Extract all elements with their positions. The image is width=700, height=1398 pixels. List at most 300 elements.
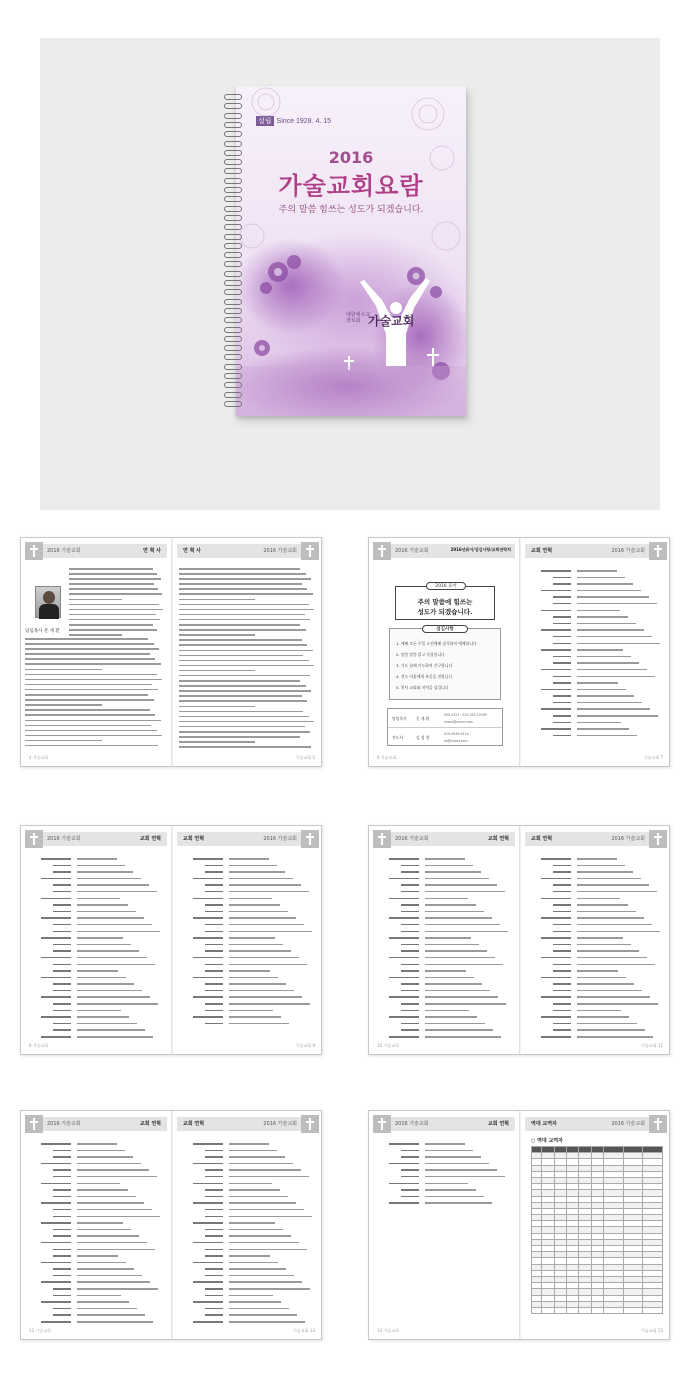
text-line [179,573,306,575]
text-line [179,599,255,601]
timeline-text [77,1242,147,1244]
timeline-date [53,884,71,886]
timeline-date [401,964,419,966]
timeline-text [425,983,482,985]
timeline-text [77,898,120,900]
timeline-text [229,1216,312,1218]
spiral-ring [224,382,242,388]
header-title: 연 혁 사 [183,548,201,554]
timeline-date [53,1255,71,1257]
timeline-text [229,1295,273,1297]
timeline-row [179,1312,317,1319]
spiral-ring [224,178,242,184]
timeline-text [77,884,149,886]
pastors-table [531,1146,663,1314]
page-number: 12 가술교회 [29,1328,51,1333]
timeline-date [389,858,419,860]
timeline-text [77,1222,123,1224]
timeline-row [27,1141,165,1148]
timeline-date [193,1202,223,1204]
church-name: 가술교회 [368,314,415,328]
spiral-binding [224,94,242,410]
timeline-row [27,981,165,988]
timeline-text [229,1268,286,1270]
timeline-date [401,950,419,952]
timeline-date [205,924,223,926]
timeline-text [577,722,621,724]
timeline-date [553,865,571,867]
page-right [173,1111,323,1339]
timeline-date [541,858,571,860]
timeline-text [425,937,471,939]
text-line [25,725,151,727]
table-cell [579,1307,591,1313]
timeline-date [541,957,571,959]
timeline-text [77,1235,139,1237]
timeline-row [375,856,513,863]
page-number: 10 가술교회 [377,1043,399,1048]
timeline-text [577,643,660,645]
timeline-row [27,1293,165,1300]
timeline-row [27,1027,165,1034]
spread-history-1 [20,825,322,1055]
contact-row [388,709,502,728]
timeline-date [553,891,571,893]
spiral-ring [224,271,242,277]
timeline-date [389,977,419,979]
timeline-row [527,1034,665,1041]
timeline-date [553,577,571,579]
timeline-text [229,1169,301,1171]
spiral-ring [224,150,242,156]
timeline-text [577,689,626,691]
timeline-date [553,983,571,985]
text-line [69,634,122,636]
timeline-text [577,616,628,618]
timeline-text [229,858,269,860]
timeline-row [179,1319,317,1326]
timeline-row [375,902,513,909]
timeline-row [375,1161,513,1168]
timeline-row [179,1200,317,1207]
timeline-entries [375,1141,513,1207]
timeline-text [77,871,133,873]
timeline-text [77,1150,125,1152]
spiral-ring [224,113,242,119]
text-line [69,614,156,616]
timeline-text [577,715,658,717]
text-line [69,609,163,611]
timeline-row [27,942,165,949]
timeline-row [527,720,665,727]
timeline-date [53,911,71,913]
timeline-text [229,937,275,939]
timeline-date [553,944,571,946]
text-line [25,709,150,711]
timeline-text [229,898,272,900]
timeline-row [179,882,317,889]
cover-title: 가술교회요람 [278,172,424,200]
timeline-text [229,977,278,979]
timeline-row [27,1247,165,1254]
timeline-date [205,1169,223,1171]
since-label: 설립 [258,118,272,125]
timeline-row [27,1260,165,1267]
timeline-row [179,975,317,982]
text-line [179,726,305,728]
text-line [179,655,303,657]
timeline-text [77,1308,137,1310]
timeline-date [553,735,571,737]
page-right [521,826,671,1054]
timeline-row [179,1233,317,1240]
page-number: 14 가술교회 [377,1328,399,1333]
timeline-date [193,1163,223,1165]
timeline-date [401,1176,419,1178]
timeline-date [53,990,71,992]
timeline-date [193,1222,223,1224]
timeline-text [577,983,634,985]
text-line [179,680,300,682]
timeline-row [179,994,317,1001]
timeline-date [401,1023,419,1025]
text-line [25,669,102,671]
contact-email: ka@naver.com [444,739,468,743]
timeline-row [527,594,665,601]
timeline-text [425,964,503,966]
timeline-row [27,1008,165,1015]
timeline-text [425,1036,501,1038]
spiral-ring [224,206,242,212]
timeline-date [401,970,419,972]
spiral-ring [224,336,242,342]
timeline-row [527,588,665,595]
pastors-table-title: ○ 역대 교역자 [531,1138,563,1144]
timeline-row [527,1021,665,1028]
spiral-ring [224,392,242,398]
timeline-row [527,909,665,916]
timeline-text [577,649,623,651]
timeline-text [577,735,637,737]
text-line [25,643,154,645]
timeline-row [527,988,665,995]
page-right [521,1111,671,1339]
spiral-ring [224,141,242,147]
text-line [69,583,154,585]
text-line [25,714,155,716]
timeline-entries [27,856,165,1041]
text-line [179,629,306,631]
timeline-text [229,1321,305,1323]
timeline-date [53,1235,71,1237]
cross-icon [649,830,667,848]
spiral-ring [224,299,242,305]
timeline-date [389,1202,419,1204]
contact-role: 담임목사 [392,716,407,721]
timeline-date [553,623,571,625]
timeline-row [375,889,513,896]
timeline-text [577,577,625,579]
text-line [179,614,305,616]
timeline-date [541,689,571,691]
timeline-text [77,990,142,992]
timeline-date [401,884,419,886]
timeline-row [527,634,665,641]
body-text-lines [25,638,165,750]
header-text: 2016 가술교회 [395,548,429,554]
spread-history-intro [20,537,322,767]
timeline-row [527,733,665,740]
timeline-text [229,1255,270,1257]
timeline-date [541,570,571,572]
page-left [21,826,171,1054]
timeline-date [553,636,571,638]
timeline-row [27,1214,165,1221]
timeline-date [205,931,223,933]
header-title: 교회 연혁 [531,836,553,842]
page-header [177,832,319,846]
timeline-text [425,1156,481,1158]
timeline-row [375,922,513,929]
timeline-text [577,917,644,919]
timeline-row [375,1141,513,1148]
contact-name: 김 성 현 [416,735,430,740]
timeline-row [375,981,513,988]
timeline-text [577,937,623,939]
timeline-text [425,865,473,867]
timeline-date [553,1010,571,1012]
header-title: 역대 교역자 [531,1121,557,1127]
timeline-row [527,641,665,648]
page-number: 가술교회 13 [293,1328,315,1333]
timeline-row [375,909,513,916]
timeline-date [553,931,571,933]
table-cell [532,1307,542,1313]
timeline-text [77,957,147,959]
timeline-text [229,1189,280,1191]
timeline-date [53,865,71,867]
header-text: 2016 가술교회 [611,548,645,554]
timeline-date [205,1249,223,1251]
timeline-row [527,882,665,889]
timeline-row [375,1167,513,1174]
text-line [25,674,157,676]
page-left [369,538,519,766]
text-line [179,568,300,570]
timeline-text [229,1235,291,1237]
contact-phone: 010-9939-0114 [444,732,469,736]
timeline-entries [179,1141,317,1326]
timeline-text [229,957,299,959]
timeline-text [77,1255,118,1257]
timeline-row [179,863,317,870]
text-line [179,675,310,677]
spiral-ring [224,168,242,174]
timeline-date [53,1169,71,1171]
timeline-text [577,610,620,612]
timeline-text [77,858,117,860]
spiral-ring [224,327,242,333]
spiral-ring [224,94,242,100]
timeline-row [179,1293,317,1300]
timeline-text [229,944,283,946]
timeline-row [375,1148,513,1155]
motto-year: 2016 표어 [426,582,466,590]
timeline-text [425,1016,477,1018]
timeline-text [425,898,468,900]
timeline-text [425,1189,476,1191]
timeline-row [27,1319,165,1326]
timeline-row [179,1161,317,1168]
timeline-text [229,1275,294,1277]
timeline-row [179,1286,317,1293]
timeline-text [77,970,118,972]
program-item: 1. 예배 모든 주일 오전예배 참석하여 예배합니다 [396,641,477,646]
timeline-date [193,957,223,959]
text-line [25,689,158,691]
timeline-text [577,596,649,598]
timeline-row [527,680,665,687]
header-title: 교회 연혁 [531,548,553,554]
text-line [179,736,300,738]
spiral-ring [224,159,242,165]
timeline-row [27,1279,165,1286]
timeline-row [179,876,317,883]
timeline-text [577,1036,653,1038]
timeline-date [53,1209,71,1211]
timeline-text [577,871,633,873]
timeline-text [577,570,617,572]
text-line [69,573,157,575]
table-row [532,1307,663,1313]
timeline-text [577,990,642,992]
timeline-text [77,1189,128,1191]
timeline-row [27,889,165,896]
spread-history-2 [368,825,670,1055]
timeline-text [425,884,497,886]
text-line [69,629,157,631]
timeline-text [425,970,466,972]
motto-line1: 주의 말씀에 힘쓰는 [417,598,473,606]
timeline-date [205,990,223,992]
timeline-text [577,590,641,592]
timeline-date [53,1176,71,1178]
timeline-date [205,1216,223,1218]
header-text: 2016 가술교회 [611,1121,645,1127]
timeline-text [577,636,652,638]
timeline-row [179,1194,317,1201]
timeline-text [229,1176,309,1178]
timeline-row [179,1266,317,1273]
timeline-text [229,1222,275,1224]
timeline-row [375,1001,513,1008]
text-line [179,670,255,672]
timeline-date [205,1275,223,1277]
page-header [373,544,515,558]
timeline-text [77,937,123,939]
timeline-text [425,1003,506,1005]
timeline-date [205,1308,223,1310]
timeline-text [77,1036,153,1038]
timeline-text [229,1003,310,1005]
timeline-row [527,706,665,713]
timeline-date [193,1242,223,1244]
timeline-text [577,662,639,664]
spiral-ring [224,308,242,314]
timeline-row [27,1207,165,1214]
timeline-date [541,1016,571,1018]
body-text-lines [69,568,165,639]
text-line [25,648,159,650]
timeline-date [53,1196,71,1198]
timeline-entries [527,568,665,739]
text-line [179,634,255,636]
header-title: 교회 연혁 [487,1121,509,1127]
timeline-row [27,915,165,922]
timeline-text [425,1023,485,1025]
timeline-row [27,1200,165,1207]
spiral-ring [224,131,242,137]
timeline-date [53,1156,71,1158]
timeline-date [401,1010,419,1012]
timeline-date [401,1150,419,1152]
text-line [25,720,161,722]
timeline-date [389,937,419,939]
timeline-date [401,990,419,992]
timeline-date [205,964,223,966]
timeline-date [553,904,571,906]
timeline-text [577,996,650,998]
motto-box [395,586,495,620]
text-line [179,700,307,702]
cross-icon [25,542,43,560]
timeline-row [27,1148,165,1155]
header-title: 교회 연혁 [139,836,161,842]
timeline-date [401,911,419,913]
timeline-date [53,950,71,952]
timeline-text [77,1143,117,1145]
since-badge [256,116,331,126]
timeline-text [577,858,617,860]
timeline-date [53,1268,71,1270]
text-line [25,684,152,686]
timeline-row [179,889,317,896]
timeline-row [375,876,513,883]
timeline-row [527,575,665,582]
timeline-text [229,911,288,913]
timeline-row [375,955,513,962]
timeline-row [527,994,665,1001]
contact-name: 문 재 환 [416,716,430,721]
header-text: 2016 가술교회 [47,836,81,842]
timeline-row [27,1187,165,1194]
timeline-date [541,898,571,900]
timeline-text [77,878,141,880]
timeline-text [229,1023,289,1025]
timeline-text [425,1150,473,1152]
timeline-date [193,917,223,919]
text-line [69,604,159,606]
timeline-row [527,922,665,929]
timeline-text [229,1242,299,1244]
timeline-text [77,1163,141,1165]
timeline-text [77,983,134,985]
text-line [25,740,102,742]
timeline-date [193,1262,223,1264]
spiral-ring [224,103,242,109]
timeline-row [527,968,665,975]
timeline-date [205,904,223,906]
